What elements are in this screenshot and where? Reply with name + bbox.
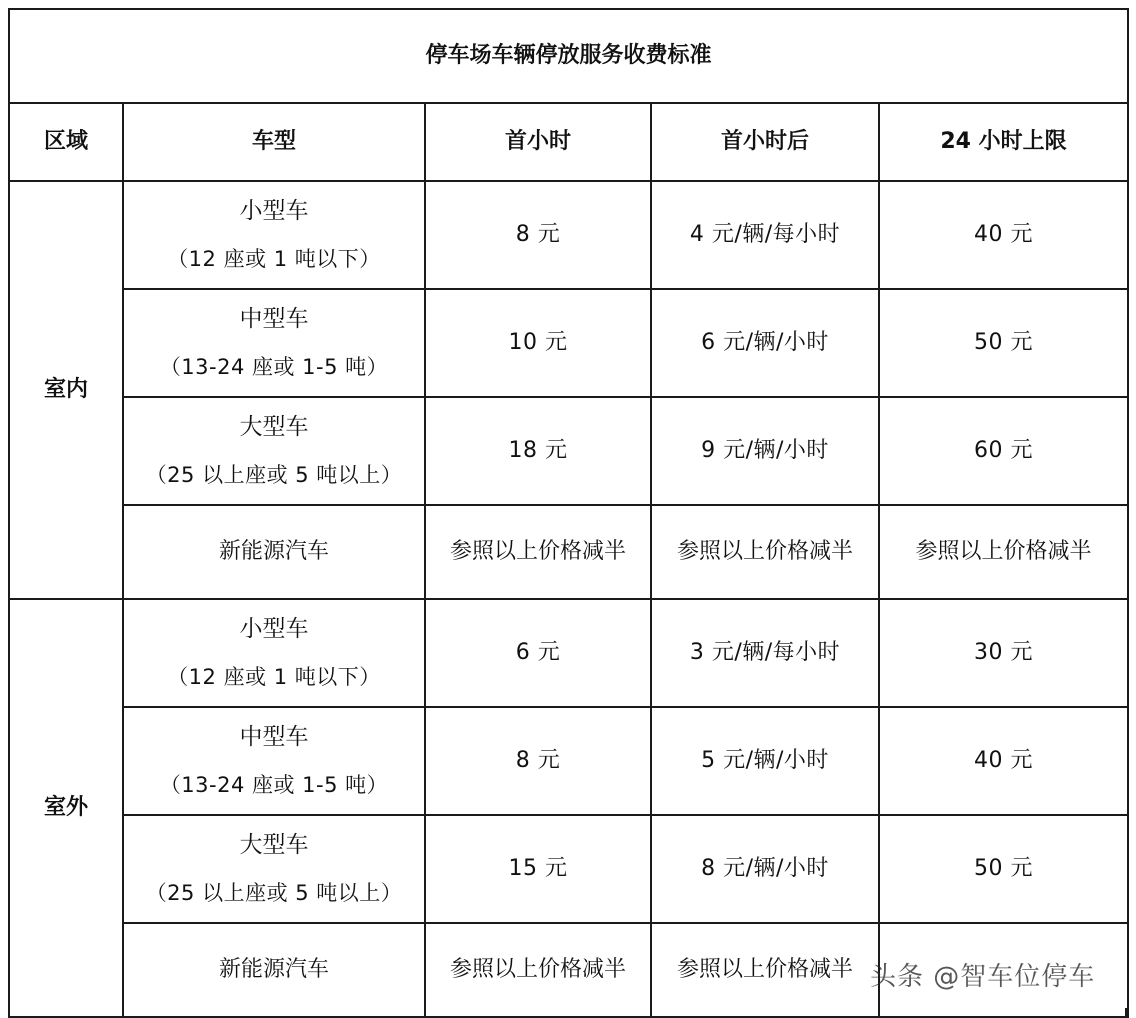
after-first-hour-price: 6 元/辆/小时 [651,289,879,397]
daily-cap-price: 30 元 [879,599,1128,707]
header-vehicle-type: 车型 [123,103,425,181]
table-title: 停车场车辆停放服务收费标准 [9,9,1128,103]
watermark: 头条 @智车位停车 [870,962,1096,992]
vehicle-type-ev: 新能源汽车 [123,923,425,1017]
header-daily-cap: 24 小时上限 [879,103,1128,181]
vehicle-type-name: 大型车 [239,831,309,858]
after-first-hour-price: 8 元/辆/小时 [651,815,879,923]
daily-cap-price: 50 元 [879,289,1128,397]
vehicle-type-cell [123,707,425,815]
header-after-first-hour: 首小时后 [651,103,879,181]
daily-cap-price: 60 元 [879,397,1128,505]
table-row [9,707,1128,815]
header-first-hour: 首小时 [425,103,651,181]
first-hour-price: 18 元 [425,397,651,505]
vehicle-type-name: 小型车 [239,197,309,224]
first-hour-price: 6 元 [425,599,651,707]
vehicle-type-name: 小型车 [239,615,309,642]
table-row [9,289,1128,397]
after-first-hour-price: 9 元/辆/小时 [651,397,879,505]
table-row [9,599,1128,707]
table-row [9,505,1128,599]
vehicle-type-cell [123,397,425,505]
zone-indoor: 室内 [9,181,123,599]
first-hour-price: 15 元 [425,815,651,923]
after-first-hour-price: 参照以上价格减半 [651,923,879,1017]
daily-cap-price: 40 元 [879,707,1128,815]
first-hour-price: 参照以上价格减半 [425,923,651,1017]
after-first-hour-price: 4 元/辆/每小时 [651,181,879,289]
vehicle-type-note: （13-24 座或 1-5 吨） [159,773,389,798]
first-hour-price: 8 元 [425,181,651,289]
vehicle-type-name: 中型车 [239,723,309,750]
table-continuation [8,1008,1127,1016]
vehicle-type-ev: 新能源汽车 [123,505,425,599]
daily-cap-price: 参照以上价格减半 [879,505,1128,599]
vehicle-type-note: （12 座或 1 吨以下） [167,247,381,272]
vehicle-type-note: （12 座或 1 吨以下） [167,665,381,690]
after-first-hour-price: 3 元/辆/每小时 [651,599,879,707]
first-hour-price: 参照以上价格减半 [425,505,651,599]
first-hour-price: 10 元 [425,289,651,397]
zone-outdoor: 室外 [9,599,123,1017]
parking-fee-table [8,8,1129,1018]
table-row [9,815,1128,923]
vehicle-type-name: 中型车 [239,305,309,332]
table-row [9,181,1128,289]
vehicle-type-note: （25 以上座或 5 吨以上） [145,881,403,906]
after-first-hour-price: 参照以上价格减半 [651,505,879,599]
vehicle-type-name: 大型车 [239,413,309,440]
daily-cap-price: 50 元 [879,815,1128,923]
vehicle-type-cell [123,815,425,923]
header-zone: 区域 [9,103,123,181]
vehicle-type-note: （25 以上座或 5 吨以上） [145,463,403,488]
vehicle-type-note: （13-24 座或 1-5 吨） [159,355,389,380]
vehicle-type-cell [123,289,425,397]
daily-cap-price: 40 元 [879,181,1128,289]
after-first-hour-price: 5 元/辆/小时 [651,707,879,815]
vehicle-type-cell [123,181,425,289]
vehicle-type-cell [123,599,425,707]
first-hour-price: 8 元 [425,707,651,815]
table-row [9,397,1128,505]
